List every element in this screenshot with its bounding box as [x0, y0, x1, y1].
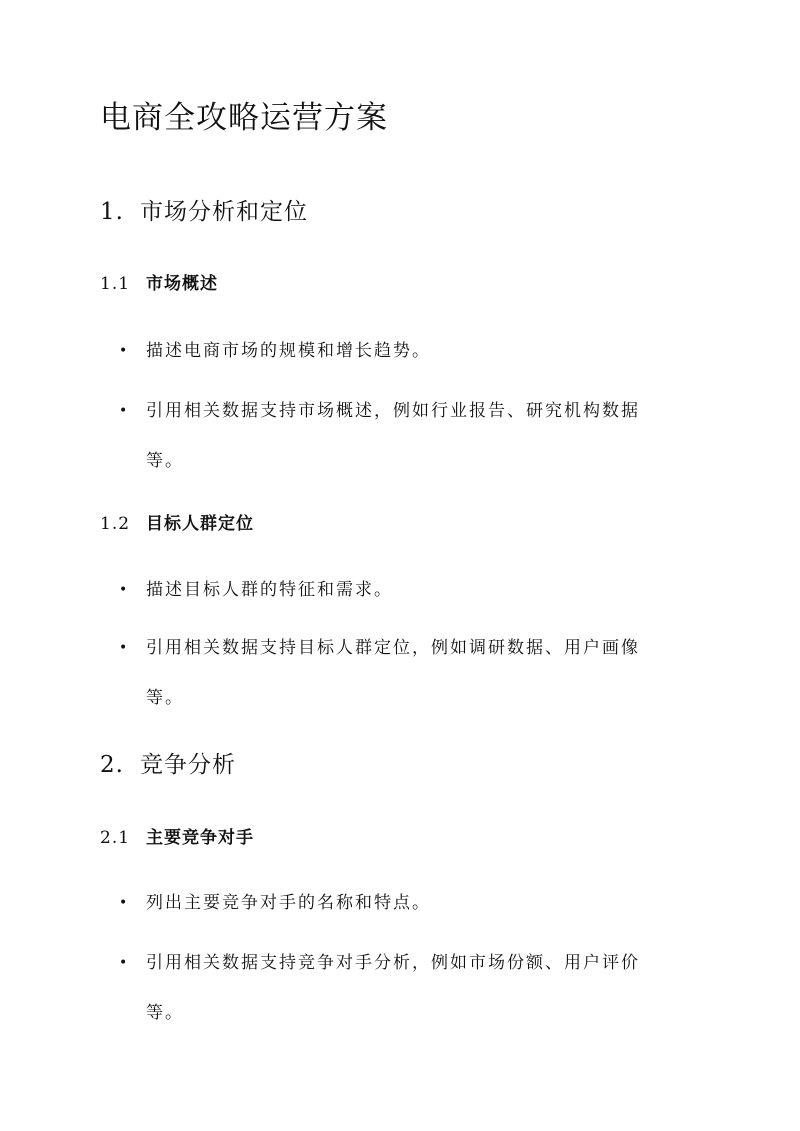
bullet-icon: •	[119, 955, 130, 971]
subsection-number: 1.1	[100, 274, 131, 294]
subsection-heading	[100, 271, 218, 297]
section-number: 1.	[100, 199, 124, 225]
bullet-icon: •	[119, 403, 130, 419]
subsection-heading	[100, 825, 254, 851]
section-heading	[100, 196, 308, 228]
list-item-text: 描述电商市场的规模和增长趋势。	[146, 341, 431, 361]
section-number: 2.	[100, 752, 124, 778]
subsection-title: 主要竞争对手	[146, 828, 254, 848]
section-heading	[100, 749, 236, 781]
subsection-title: 目标人群定位	[146, 514, 254, 534]
list-item-text: 列出主要竞争对手的名称和特点。	[146, 893, 431, 913]
bullet-icon: •	[119, 640, 130, 656]
bullet-icon: •	[119, 895, 130, 911]
list-item-text: 引用相关数据支持竞争对手分析，例如市场份额、用户评价	[146, 953, 640, 973]
list-item-text-continued: 等。	[146, 688, 184, 708]
list-item-text: 引用相关数据支持市场概述，例如行业报告、研究机构数据	[146, 401, 640, 421]
section-title: 市场分析和定位	[140, 199, 308, 225]
section-title: 竞争分析	[140, 752, 236, 778]
subsection-heading	[100, 511, 254, 537]
bullet-icon: •	[119, 582, 130, 598]
list-item-text-continued: 等。	[146, 451, 184, 471]
list-item-text-continued: 等。	[146, 1003, 184, 1023]
document-title: 电商全攻略运营方案	[100, 100, 388, 136]
list-item-text: 描述目标人群的特征和需求。	[146, 580, 393, 600]
subsection-title: 市场概述	[146, 274, 218, 294]
subsection-number: 1.2	[100, 514, 131, 534]
subsection-number: 2.1	[100, 828, 131, 848]
list-item-text: 引用相关数据支持目标人群定位，例如调研数据、用户画像	[146, 638, 640, 658]
bullet-icon: •	[119, 343, 130, 359]
